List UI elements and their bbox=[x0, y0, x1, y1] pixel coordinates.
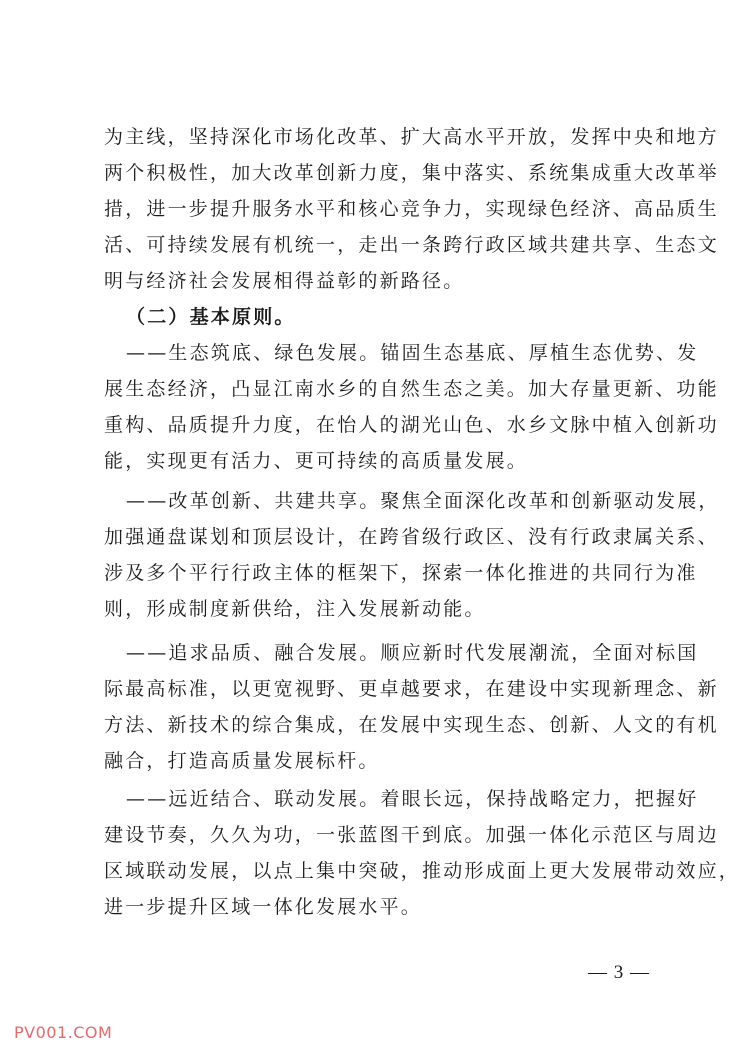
body-text-line: 际最高标准，以更宽视野、更卓越要求，在建设中实现新理念、新 bbox=[104, 678, 719, 700]
body-text-line: 为主线，坚持深化市场化改革、扩大高水平开放，发挥中央和地方 bbox=[104, 126, 719, 148]
body-text-line: 能，实现更有活力、更可持续的高质量发展。 bbox=[104, 450, 529, 472]
body-text-line: 涉及多个平行行政主体的框架下，探索一体化推进的共同行为准 bbox=[104, 562, 698, 584]
body-text-line: 展生态经济，凸显江南水乡的自然生态之美。加大存量更新、功能 bbox=[104, 378, 719, 400]
body-text-line: 重构、品质提升力度，在怡人的湖光山色、水乡文脉中植入创新功 bbox=[104, 414, 719, 436]
body-text-line: 方法、新技术的综合集成，在发展中实现生态、创新、人文的有机 bbox=[104, 714, 719, 736]
principle-heading-line: ——远近结合、联动发展。着眼长远，保持战略定力，把握好 bbox=[126, 788, 699, 810]
watermark-text: PV001.COM bbox=[14, 1023, 113, 1042]
body-text-line: 建设节奏，久久为功，一张蓝图干到底。加强一体化示范区与周边 bbox=[104, 824, 719, 846]
body-text-line: 则，形成制度新供给，注入发展新动能。 bbox=[104, 598, 486, 620]
body-text-line: 两个积极性，加大改革创新力度，集中落实、系统集成重大改革举 bbox=[104, 162, 719, 184]
principle-heading-line: ——生态筑底、绿色发展。锚固生态基底、厚植生态优势、发 bbox=[126, 342, 699, 364]
section-heading: （二）基本原则。 bbox=[126, 306, 296, 328]
body-text-line: 明与经济社会发展相得益彰的新路径。 bbox=[104, 270, 465, 292]
body-text-line: 活、可持续发展有机统一，走出一条跨行政区域共建共享、生态文 bbox=[104, 234, 719, 256]
page-number: — 3 — bbox=[588, 962, 650, 983]
body-text-line: 区域联动发展，以点上集中突破，推动形成面上更大发展带动效应， bbox=[104, 860, 741, 882]
principle-heading-line: ——追求品质、融合发展。顺应新时代发展潮流，全面对标国 bbox=[126, 642, 699, 664]
principle-heading-line: ——改革创新、共建共享。聚焦全面深化改革和创新驱动发展， bbox=[126, 490, 720, 512]
body-text-line: 进一步提升区域一体化发展水平。 bbox=[104, 896, 423, 918]
body-text-line: 加强通盘谋划和顶层设计，在跨省级行政区、没有行政隶属关系、 bbox=[104, 526, 719, 548]
body-text-line: 措，进一步提升服务水平和核心竞争力，实现绿色经济、高品质生 bbox=[104, 198, 719, 220]
body-text-line: 融合，打造高质量发展标杆。 bbox=[104, 750, 380, 772]
